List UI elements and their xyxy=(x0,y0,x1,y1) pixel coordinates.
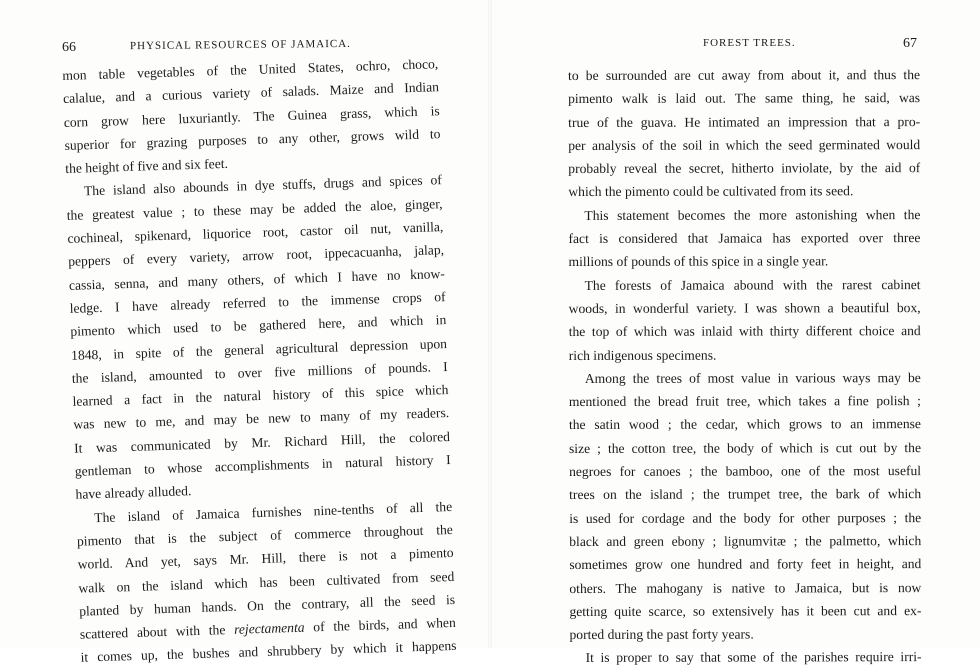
italic-word: rejectamenta xyxy=(233,619,305,637)
text-line: planted by human hands. On the contrary, all the seed is xyxy=(78,591,456,619)
text-line: the island, amounted to over five millions of pounds. I xyxy=(71,358,448,386)
text-line: the height of five and six feet. xyxy=(65,156,229,177)
text-line: rich indigenous specimens. xyxy=(568,347,717,363)
text-line: per analysis of the soil in which the seed germinated would xyxy=(568,136,921,153)
text-line: pimento which used to be gathered here, and which in xyxy=(70,312,447,340)
left-page xyxy=(0,0,490,666)
text-line: black and green ebony ; lignumvitæ ; the palmetto, which xyxy=(569,533,922,549)
text-line: getting quite scarce, so extensively has it been cut and ex- xyxy=(569,602,922,619)
paragraph xyxy=(569,273,921,367)
text-line: negroes for canoes ; the bamboo, one of the most useful xyxy=(569,463,922,480)
text-line: was new to me, and may be new to many of my readers. xyxy=(73,405,450,433)
text-line: the top of which was inlaid with thirty different choice and xyxy=(568,323,921,340)
text-line: calalue, and a curious variety of salads. Maize and Indian xyxy=(62,79,440,107)
paragraph xyxy=(569,366,922,646)
text-line: pimento walk is laid out. The same thing, he said, was xyxy=(568,90,921,107)
left-page-body xyxy=(62,52,457,669)
text-line: walk on the island which has been cultivated from seed xyxy=(78,568,455,596)
page-number-left: 66 xyxy=(62,40,76,55)
paragraph xyxy=(568,63,920,204)
right-page xyxy=(490,0,980,666)
text-line: cassia, senna, and many others, of which I have no know- xyxy=(68,265,445,293)
text-line: sometimes grow one hundred and forty feet in height, and xyxy=(569,556,922,573)
text-line: Among the trees of most value in various ways may be xyxy=(584,369,921,386)
text-line: is used for cordage and the body for other purposes ; the xyxy=(569,509,922,526)
text-line: true of the guava. He intimated an impression that a pro- xyxy=(568,113,921,130)
text-line: to be surrounded are cut away from about it, and thus the xyxy=(568,67,921,83)
text-line: which the pimento could be cultivated from its seed. xyxy=(568,183,854,200)
text-line: 1848, in spite of the general agricultural depression upon xyxy=(70,335,448,363)
text-line: trees on the island ; the trumpet tree, the bark of which xyxy=(569,486,922,503)
line-text: scattered about with the xyxy=(79,622,226,642)
line-text: of the birds, and when xyxy=(313,615,456,635)
running-head-left: PHYSICAL RESOURCES OF JAMAICA. xyxy=(129,37,351,53)
running-head-right: FOREST TREES. xyxy=(703,37,796,49)
text-line: ledge. I have already referred to the immense crops of xyxy=(69,289,446,316)
text-line: probably reveal the secret, hitherto inviolate, by the aid of xyxy=(568,160,921,177)
text-line: mon table vegetables of the United States, ochro, choco, xyxy=(62,56,439,83)
paragraph xyxy=(62,52,441,180)
text-line: It was communicated by Mr. Richard Hill, the colored xyxy=(73,428,451,456)
text-line: The island also abounds in dye stuffs, drugs and spices of xyxy=(83,172,443,199)
text-line: cochineal, spikenard, liquorice root, castor oil nut, vanilla, xyxy=(67,219,444,246)
text-line: It is proper to say that some of the parishes require irri- xyxy=(585,649,922,666)
text-line: have already alluded. xyxy=(75,483,192,503)
text-line: This statement becomes the more astonishing when the xyxy=(584,206,921,223)
paragraph xyxy=(570,645,922,669)
text-line: mentioned the bread fruit tree, which takes a fine polish ; xyxy=(568,393,921,410)
text-line: peppers of every variety, arrow root, ippecacuanha, jalap, xyxy=(67,242,445,270)
text-line: fact is considered that Jamaica has exported over three xyxy=(568,230,921,247)
text-line: it comes up, the bushes and shrubbery by which it happens xyxy=(80,638,457,666)
text-line: world. And yet, says Mr. Hill, there is not a pimento xyxy=(77,545,454,572)
text-line: The island of Jamaica furnishes nine-tenths of all the xyxy=(94,498,453,525)
text-line: millions of pounds of this spice in a single year. xyxy=(568,253,829,270)
text-line: ported during the past forty years. xyxy=(569,626,754,643)
page-number-right: 67 xyxy=(903,36,917,51)
text-line: corn grow here luxuriantly. The Guinea grass, which is xyxy=(63,102,440,130)
text-line: size ; the cotton tree, the body of which is cut out by the xyxy=(568,439,922,456)
text-line: others. The mahogany is native to Jamaica, but is now xyxy=(569,579,922,596)
right-page-body xyxy=(568,63,922,670)
paragraph xyxy=(66,169,452,507)
text-line: gentleman to whose accomplishments in natural history I xyxy=(74,452,451,479)
text-line: the satin wood ; the cedar, which grows to an immense xyxy=(568,416,921,433)
text-line: learned a fact in the natural history of this spice which xyxy=(72,382,449,409)
text-line: The forests of Jamaica abound with the rarest cabinet xyxy=(584,276,921,293)
paragraph xyxy=(568,203,920,274)
text-line: pimento that is the subject of commerce throughout the xyxy=(76,521,454,549)
paragraph xyxy=(76,495,457,670)
text-line: woods, in wonderful variety. I was shown a beautiful box, xyxy=(568,300,921,316)
text-line: superior for grazing purposes to any other, grows wild to xyxy=(64,126,441,153)
text-line: the greatest value ; to these may be added the aloe, ginger, xyxy=(66,195,443,223)
